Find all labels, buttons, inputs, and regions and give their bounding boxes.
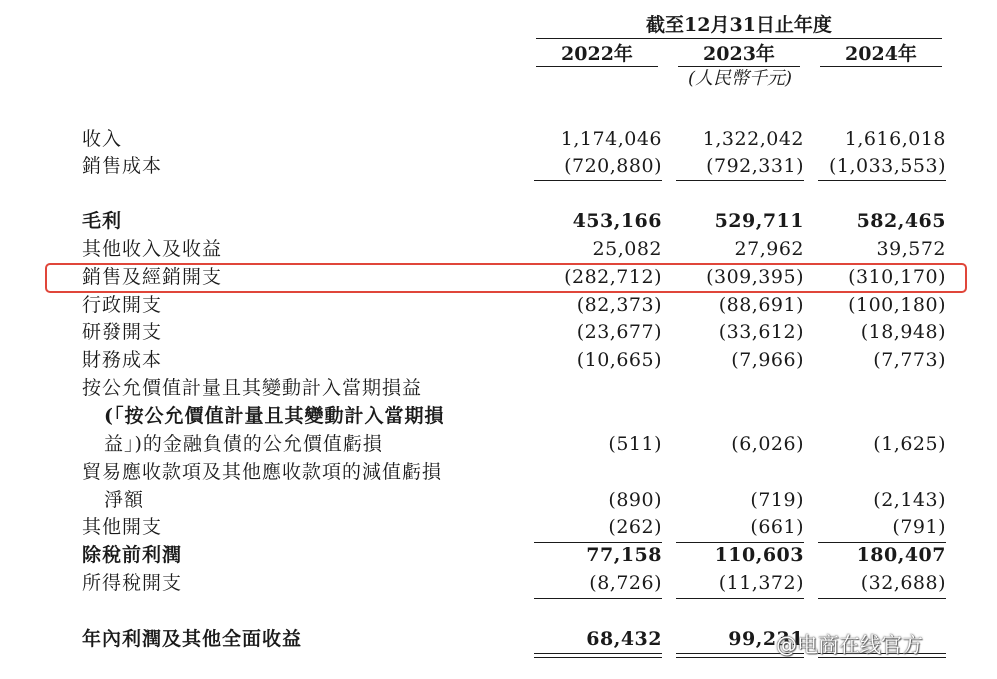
subtotal-rule [676, 598, 804, 599]
table-row [0, 487, 997, 514]
value-2022: (23,677) [576, 321, 662, 343]
row-label: 銷售及經銷開支 [82, 266, 223, 288]
table-row [0, 542, 997, 569]
year-2023-header: 2023年 [678, 42, 800, 67]
value-2022: 1,174,046 [560, 128, 662, 150]
table-row [0, 375, 997, 402]
value-2024: (791) [892, 516, 946, 538]
value-2022: (8,726) [589, 572, 662, 594]
row-label: 益」)的金融負債的公允價值虧損 [104, 433, 383, 455]
subtotal-rule [534, 598, 662, 599]
year-2022-header: 2022年 [536, 42, 658, 67]
value-2022: (282,712) [564, 266, 662, 288]
row-label: 銷售成本 [82, 155, 163, 177]
table-row [0, 431, 997, 458]
value-2024: 39,572 [876, 238, 946, 260]
period-header: 截至12月31日止年度 [536, 12, 942, 39]
row-label: 行政開支 [82, 294, 163, 316]
table-row [0, 236, 997, 263]
row-label: 其他收入及收益 [82, 238, 223, 260]
table-row [0, 403, 997, 430]
total-double-rule [534, 653, 662, 658]
row-label: (「按公允價值計量且其變動計入當期損 [104, 405, 445, 427]
value-2024: (7,773) [873, 349, 946, 371]
unit-label: (人民幣千元) [687, 68, 793, 89]
table-row [0, 570, 997, 597]
value-2023: 529,711 [714, 210, 804, 232]
row-label: 毛利 [82, 210, 123, 232]
subtotal-rule [676, 180, 804, 181]
value-2022: (511) [608, 433, 662, 455]
value-2022: (262) [608, 516, 662, 538]
value-2023: 99,231 [728, 628, 804, 650]
row-label: 其他開支 [82, 516, 163, 538]
row-label: 財務成本 [82, 349, 163, 371]
value-2022: 25,082 [592, 238, 662, 260]
value-2023: (719) [750, 489, 804, 511]
value-2024: (1,625) [873, 433, 946, 455]
value-2022: (82,373) [576, 294, 662, 316]
value-2023: (792,331) [706, 155, 804, 177]
row-label: 年內利潤及其他全面收益 [82, 628, 303, 650]
value-2024: (310,170) [848, 266, 946, 288]
highlight-box [45, 263, 967, 293]
value-2023: (88,691) [718, 294, 804, 316]
subtotal-rule [534, 180, 662, 181]
table-row [0, 319, 997, 346]
value-2022: 68,432 [586, 628, 662, 650]
row-label: 收入 [82, 128, 123, 150]
row-label: 研發開支 [82, 321, 163, 343]
row-label: 淨額 [104, 489, 145, 511]
row-label: 按公允價值計量且其變動計入當期損益 [82, 377, 423, 399]
subtotal-rule [818, 180, 946, 181]
value-2023: (309,395) [706, 266, 804, 288]
value-2024: (32,688) [860, 572, 946, 594]
value-2023: 1,322,042 [702, 128, 804, 150]
value-2024: 582,465 [856, 210, 946, 232]
value-2022: (10,665) [576, 349, 662, 371]
table-row [0, 514, 997, 541]
value-2024: (2,143) [873, 489, 946, 511]
value-2023: (661) [750, 516, 804, 538]
table-row [0, 126, 997, 153]
value-2024: (1,033,553) [828, 155, 946, 177]
row-label: 所得稅開支 [82, 572, 183, 594]
row-label: 貿易應收款項及其他應收款項的減值虧損 [82, 461, 443, 483]
subtotal-rule [818, 598, 946, 599]
value-2022: (720,880) [564, 155, 662, 177]
table-row [0, 153, 997, 180]
value-2024: 1,616,018 [844, 128, 946, 150]
value-2024: (100,180) [848, 294, 946, 316]
value-2023: 110,603 [714, 544, 804, 566]
year-2024-header: 2024年 [820, 42, 942, 67]
table-row [0, 292, 997, 319]
table-row [0, 347, 997, 374]
value-2023: (6,026) [731, 433, 804, 455]
table-row [0, 208, 997, 235]
value-2022: 77,158 [586, 544, 662, 566]
value-2022: 453,166 [572, 210, 662, 232]
value-2024: 180,407 [856, 544, 946, 566]
watermark: @电商在线官方 [776, 633, 923, 657]
row-label: 除稅前利潤 [82, 544, 183, 566]
value-2023: (7,966) [731, 349, 804, 371]
table-row [0, 459, 997, 486]
value-2023: (33,612) [718, 321, 804, 343]
value-2022: (890) [608, 489, 662, 511]
value-2024: (18,948) [860, 321, 946, 343]
value-2023: 27,962 [734, 238, 804, 260]
value-2023: (11,372) [718, 572, 804, 594]
